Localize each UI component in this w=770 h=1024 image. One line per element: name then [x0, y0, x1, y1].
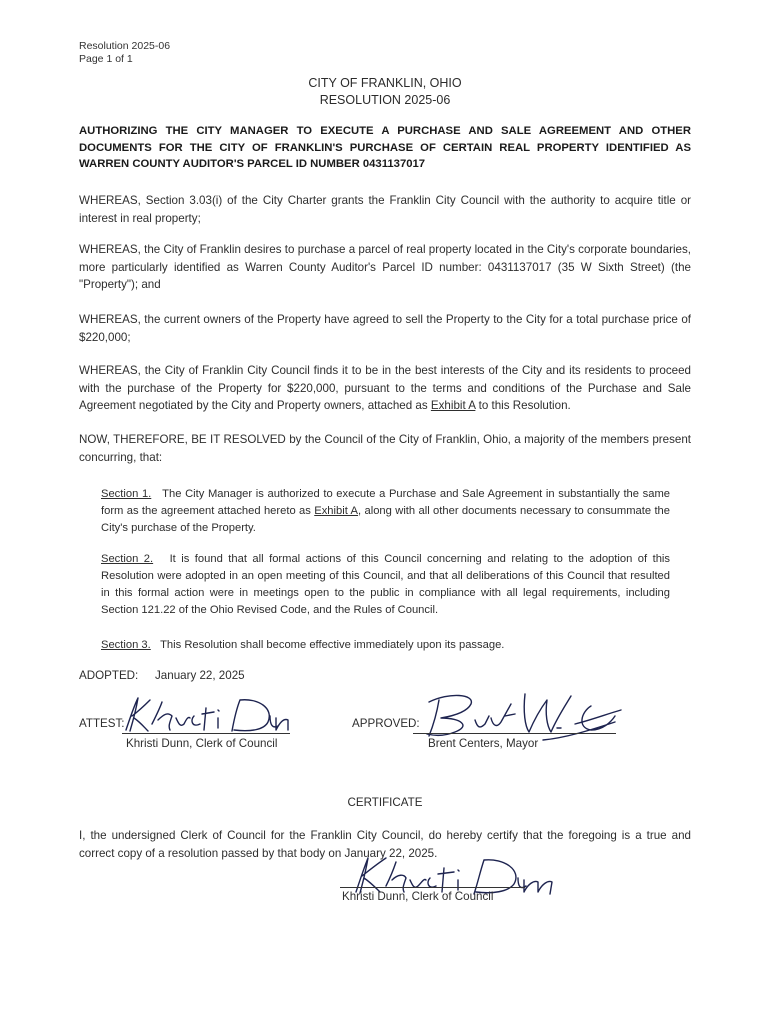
certificate-heading: CERTIFICATE: [347, 796, 423, 809]
adopted-label: ADOPTED:: [79, 669, 139, 682]
section-3-label: Section 3.: [101, 639, 151, 651]
approved-signature-line: [413, 733, 616, 734]
page-number: Page 1 of 1: [79, 53, 133, 65]
resolution-title: AUTHORIZING THE CITY MANAGER TO EXECUTE A PURCHASE AND SALE AGREEMENT AND OTHER DOCUMENTS FOR THE CITY OF FRANKLIN'S PURCHASE OF CERTAIN REAL PROPERTY IDENTIFIED AS WARREN COUNTY AUDITOR'S PARCEL ID NUMBER 0431137017: [79, 125, 691, 170]
clerk-signature: [118, 694, 293, 734]
section-1-text: The City Manager is authorized to execute a Purchase and Sale Agreement in substantially the same form as the agreement attached hereto as: [101, 488, 670, 517]
adopted-date: January 22, 2025: [155, 669, 245, 682]
certificate-signature-line: [340, 887, 525, 888]
approved-label: APPROVED:: [352, 717, 420, 730]
whereas-paragraph-4: [79, 362, 691, 415]
section-3-text: This Resolution shall become effective immediately upon its passage.: [160, 639, 505, 651]
certificate-text: I, the undersigned Clerk of Council for the Franklin City Council, do hereby certify that the foregoing is a true and correct copy of a resolution passed by that body on January 22, 2025.: [79, 829, 691, 860]
resolution-reference: Resolution 2025-06: [79, 40, 171, 52]
section-1-label: Section 1.: [101, 488, 152, 500]
whereas-paragraph-1: WHEREAS, Section 3.03(i) of the City Charter grants the Franklin City Council with the authority to acquire title or interest in real property;: [79, 194, 691, 225]
section-2-text: It is found that all formal actions of this Council concerning and relating to the adoption of this Resolution were adopted in an open meeting of this Council, and that all deliberations of this Council that resulted in this formal action were in meetings open to the public in compliance with all legal requirements, including Section 121.22 of the Ohio Revised Code, and the Rules of Council.: [101, 553, 670, 616]
whereas-4-text: WHEREAS, the City of Franklin City Council finds it to be in the best interests of the City and its residents to proceed with the purchase of the Property for $220,000, pursuant to the terms and conditions of the Purchase and Sale Agreement negotiated by the City and Property owners, attached as: [79, 364, 691, 412]
section-3: [101, 637, 670, 654]
city-heading: CITY OF FRANKLIN, OHIO: [308, 76, 462, 90]
exhibit-a-link[interactable]: Exhibit A: [314, 505, 359, 517]
section-1-text-end: , along with all other documents necessary to consummate the City's purchase of the Property.: [101, 505, 671, 534]
mayor-name: Brent Centers, Mayor: [428, 737, 539, 750]
attest-label: ATTEST:: [79, 717, 125, 730]
resolved-clause: NOW, THEREFORE, BE IT RESOLVED by the Council of the City of Franklin, Ohio, a majority of the members present concurring, that:: [79, 433, 691, 464]
resolution-number: RESOLUTION 2025-06: [319, 93, 451, 107]
attest-signature-line: [122, 733, 290, 734]
whereas-4-text-end: to this Resolution.: [475, 399, 571, 412]
clerk-name: Khristi Dunn, Clerk of Council: [126, 737, 278, 750]
section-1: [101, 486, 670, 537]
certificate-clerk-name: Khristi Dunn, Clerk of Council: [342, 890, 494, 903]
section-2-label: Section 2.: [101, 553, 154, 565]
section-2: [101, 551, 670, 619]
whereas-paragraph-2: WHEREAS, the City of Franklin desires to purchase a parcel of real property located in the City's corporate boundaries, more particularly identified as Warren County Auditor's Parcel ID number: 0431137017 (35 W Sixth Street) (the "Property"); and: [79, 243, 691, 291]
whereas-paragraph-3: WHEREAS, the current owners of the Property have agreed to sell the Property to the City for a total purchase price of $220,000;: [79, 313, 691, 344]
exhibit-a-link[interactable]: Exhibit A: [430, 399, 476, 412]
